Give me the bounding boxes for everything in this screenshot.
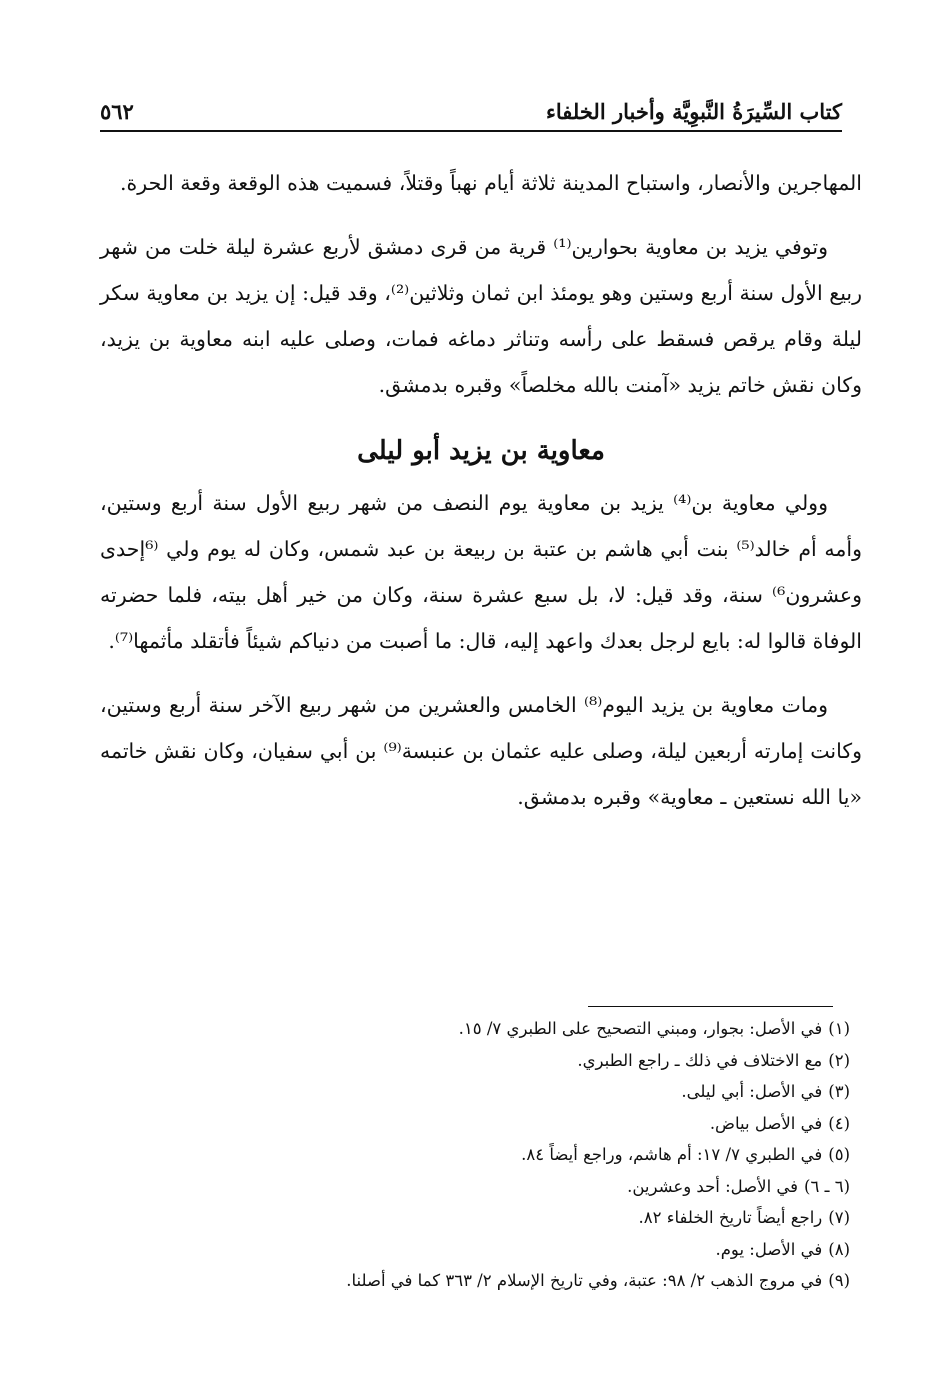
- footnote-number: (٦ ـ ٦): [804, 1176, 850, 1196]
- main-text: [100, 160, 862, 838]
- footnote-item: [100, 1139, 850, 1171]
- page-number: ٥٦٢: [100, 99, 134, 124]
- footnote-number: (٣): [828, 1082, 850, 1101]
- footnote-text: في الطبري ٧/ ١٧: أم هاشم، وراجع أيضاً ٨٤.: [521, 1145, 823, 1164]
- footnote-text: في الأصل بياض.: [709, 1113, 823, 1133]
- footnote-text: في الأصل: يوم.: [715, 1239, 823, 1259]
- footnote-item: [100, 1202, 850, 1234]
- footnote-text: مع الاختلاف في ذلك ـ راجع الطبري.: [577, 1050, 823, 1070]
- footnote-item: [100, 1076, 850, 1108]
- footnote-item: [100, 1108, 850, 1140]
- running-header: [100, 92, 842, 132]
- footnote-item: [100, 1013, 850, 1045]
- footnote-text: في مروج الذهب ٢/ ٩٨: عتبة، وفي تاريخ الإسلام ٢/ ٣٦٣ كما في أصلنا.: [346, 1271, 823, 1290]
- footnote-number: (٧): [828, 1208, 850, 1227]
- footnote-number: (١): [828, 1019, 850, 1038]
- footnote-separator: [588, 1006, 833, 1007]
- footnote-number: (٩): [828, 1271, 850, 1290]
- footnote-number: (٢): [828, 1050, 850, 1070]
- book-title: كتاب السِّيرَةُ النَّبوِيَّة وأخبار الخلفاء: [546, 99, 842, 124]
- footnote-number: (٨): [828, 1239, 850, 1259]
- footnote-item: [100, 1265, 850, 1297]
- footnote-text: راجع أيضاً تاريخ الخلفاء ٨٢.: [638, 1208, 823, 1227]
- section-heading: معاوية بن يزيد أبو ليلى: [357, 436, 605, 466]
- paragraph-1: المهاجرين والأنصار، واستباح المدينة ثلاثة أيام نهباً وقتلاً، فسميت هذه الوقعة وقعة الحرة.: [120, 171, 862, 195]
- footnote-item: [100, 1234, 850, 1266]
- paragraph-3: وولي معاوية بن⁽⁴⁾ يزيد بن معاوية يوم النصف من شهر ربيع الأول سنة أربع وستين، وأمه أم خالد⁽⁵⁾ بنت أبي هاشم بن عتبة بن ربيعة بن عبد شمس، وكان له يوم ولي ⁽⁶إحدى وعشرون⁶⁾ سنة، وقد قيل: لا، بل سبع عشرة سنة، وكان من خير أهل بيته، فلما حضرته الوفاة قالوا له: بايع لرجل بعدك واعهد إليه، قال: ما أصبت من دنياكم شيئاً فأتقلد مأثمها⁽⁷⁾.: [100, 491, 863, 653]
- footnote-text: في الأصل: أبي ليلى.: [681, 1082, 823, 1101]
- footnote-number: (٤): [828, 1113, 850, 1133]
- paragraph-2: وتوفي يزيد بن معاوية بحوارين⁽¹⁾ قرية من قرى دمشق لأربع عشرة ليلة خلت من شهر ربيع الأول سنة أربع وستين وهو يومئذ ابن ثمان وثلاثين⁽²⁾، وقد قيل: إن يزيد بن معاوية سكر ليلة وقام يرقص فسقط على رأسه وتناثر دماغه فمات، وصلى عليه ابنه معاوية بن يزيد، وكان نقش خاتم يزيد «آمنت بالله مخلصاً» وقبره بدمشق.: [100, 235, 862, 397]
- footnote-item: [100, 1171, 850, 1203]
- footnote-item: [100, 1045, 850, 1077]
- footnote-text: في الأصل: بجوار، ومبني التصحيح على الطبري ٧/ ١٥.: [458, 1019, 823, 1038]
- paragraph-4: ومات معاوية بن يزيد اليوم⁽⁸⁾ الخامس والعشرين من شهر ربيع الآخر سنة أربع وستين، وكانت إمارته أربعين ليلة، وصلى عليه عثمان بن عنبسة⁽⁹⁾ بن أبي سفيان، وكان نقش خاتمه «يا الله نستعين ـ معاوية» وقبره بدمشق.: [100, 693, 862, 809]
- footnote-text: في الأصل: أحد وعشرين.: [627, 1176, 799, 1196]
- footnote-number: (٥): [828, 1145, 850, 1164]
- footnotes-list: [100, 1013, 850, 1297]
